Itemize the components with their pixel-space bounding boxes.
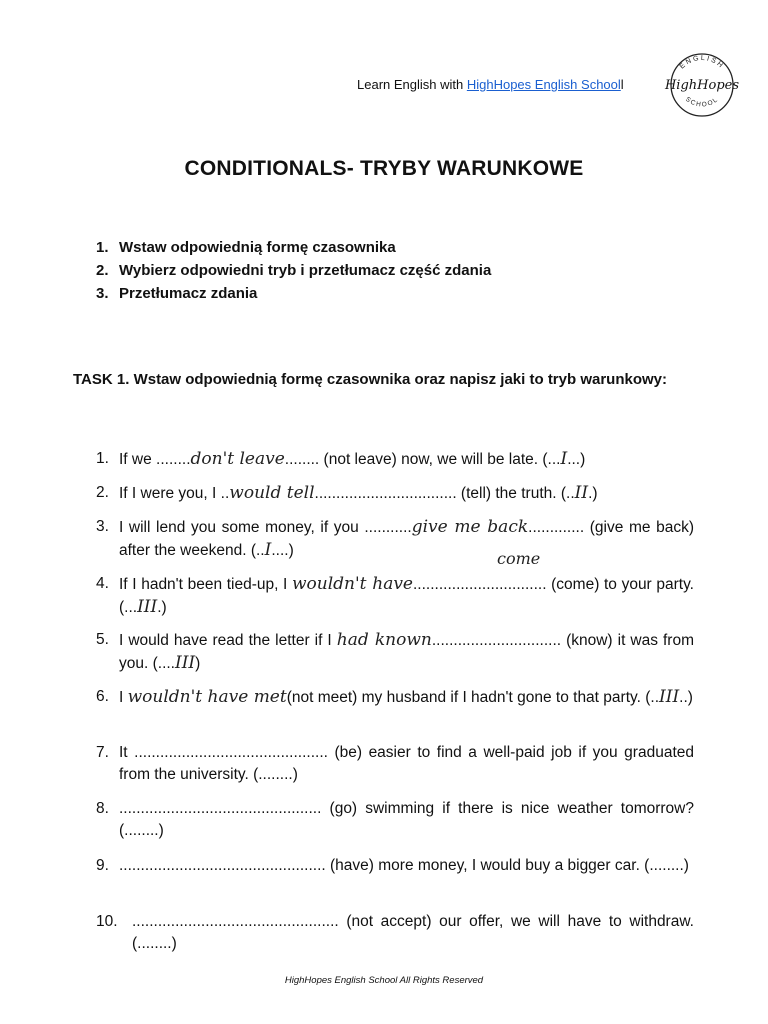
exercise-item: [96, 686, 694, 709]
exercise-text: [119, 573, 694, 619]
exercise-text: [119, 482, 694, 505]
svg-text:SCHOOL: [684, 96, 720, 109]
instruction-item: [96, 259, 491, 282]
logo-bottom-text: SCHOOL: [684, 95, 720, 109]
exercise-number: 10.: [96, 913, 118, 930]
logo-top-text: ENGLISH: [678, 54, 726, 71]
handwritten-answer[interactable]: give me back: [411, 517, 529, 537]
blank-dots: ...: [547, 451, 561, 468]
exercise-text: ................................................ (have) more money, I would buy a bigger car. (........): [119, 857, 689, 874]
svg-text:ENGLISH: [679, 55, 726, 71]
page-title: CONDITIONALS- TRYBY WARUNKOWE: [184, 157, 584, 180]
exercise-text: [119, 448, 694, 471]
exercise-number: 6.: [96, 688, 109, 705]
instruction-text: Przetłumacz zdania: [119, 285, 258, 302]
text-segment: ............. (give me back) after the weekend. (: [119, 519, 695, 559]
handwritten-answer[interactable]: wouldn't have met: [127, 687, 287, 707]
handwritten-answer[interactable]: wouldn't have: [292, 574, 413, 594]
exercise-item: [96, 855, 694, 877]
handwritten-type[interactable]: III: [137, 597, 158, 617]
text-segment: I: [119, 689, 128, 706]
handwritten-type[interactable]: II: [574, 483, 589, 503]
handwritten-type[interactable]: III: [659, 687, 680, 707]
text-segment: I will lend you some money, if you: [119, 519, 365, 536]
text-segment: If we: [119, 451, 157, 468]
footer-copyright: HighHopes English School All Rights Reserved: [284, 975, 484, 986]
exercise-item: [96, 573, 694, 619]
exercise-item: [96, 448, 694, 471]
handwritten-answer[interactable]: had known: [336, 630, 432, 650]
exercise-number: 5.: [96, 631, 109, 648]
text-segment: If I were you, I: [119, 485, 221, 502]
instruction-number: 1.: [96, 239, 109, 256]
exercise-text: [119, 516, 694, 562]
text-segment: ............................... (come) to your party. (: [119, 576, 694, 616]
text-segment: .): [588, 485, 598, 502]
exercise-text: It ............................................. (be) easier to find a well-paid job if you graduated from the university. (........): [119, 744, 694, 783]
blank-dots: ...........: [364, 519, 412, 536]
text-segment: ....): [271, 542, 294, 559]
text-segment: ): [195, 655, 201, 672]
handwritten-type[interactable]: I: [560, 449, 568, 469]
header-prefix: Learn English with: [357, 77, 467, 92]
blank-dots: ..: [256, 542, 265, 559]
text-segment: ........ (not leave) now, we will be late. (: [284, 451, 548, 468]
header-suffix: l: [620, 77, 624, 92]
exercise-number: 2.: [96, 484, 109, 501]
blank-dots: ..: [650, 689, 660, 706]
exercise-item: [96, 911, 694, 955]
blank-dots: ....: [157, 655, 175, 672]
exercise-number: 4.: [96, 575, 109, 592]
exercise-item: [96, 798, 694, 842]
handwritten-answer[interactable]: don't leave: [190, 449, 285, 469]
school-link[interactable]: HighHopes English School: [466, 77, 621, 92]
text-segment: (not meet) my husband if I hadn't gone to that party. (: [286, 689, 651, 706]
blank-dots: ..: [566, 485, 575, 502]
instruction-item: [96, 236, 491, 259]
instruction-item: [96, 282, 491, 305]
exercise-text: ................................................ (not accept) our offer, we will have to withdraw. (........): [132, 913, 694, 952]
handwritten-answer-extra[interactable]: come: [497, 549, 541, 568]
exercise-number: 8.: [96, 800, 109, 817]
exercise-text: ............................................... (go) swimming if there is nice weather tomorrow? (........): [119, 800, 694, 839]
text-segment: If I hadn't been tied-up, I: [119, 576, 292, 593]
instruction-text: Wybierz odpowiedni tryb i przetłumacz część zdania: [119, 262, 492, 279]
instruction-number: 2.: [96, 262, 109, 279]
handwritten-answer[interactable]: would tell: [229, 483, 315, 503]
blank-dots: ........: [156, 451, 191, 468]
blank-dots: ...: [124, 599, 138, 616]
text-segment: ................................. (tell) the truth. (: [314, 485, 567, 502]
school-logo: [662, 50, 742, 120]
exercise-number: 9.: [96, 857, 109, 874]
exercise-item: [96, 629, 694, 675]
task-title: TASK 1. Wstaw odpowiednią formę czasownika oraz napisz jaki to tryb warunkowy:: [73, 371, 668, 388]
text-segment: .............................. (know) it was from you. (: [119, 632, 695, 672]
exercise-text: [119, 629, 694, 675]
exercise-number: 1.: [96, 450, 109, 467]
exercise-number: 7.: [96, 744, 109, 761]
logo-brand: HighHopes: [664, 78, 740, 93]
instruction-list: [96, 236, 491, 305]
instruction-text: Wstaw odpowiednią formę czasownika: [119, 239, 396, 256]
exercise-item: [96, 482, 694, 505]
exercise-item: [96, 516, 694, 562]
header-tagline: [357, 77, 624, 92]
exercise-item: [96, 742, 694, 786]
handwritten-type[interactable]: I: [264, 540, 272, 560]
text-segment: I would have read the letter if I: [119, 632, 337, 649]
exercise-number: 3.: [96, 518, 109, 535]
exercise-text: [119, 686, 694, 709]
text-segment: .): [157, 599, 167, 616]
text-segment: ..): [679, 689, 693, 706]
handwritten-type[interactable]: III: [175, 653, 196, 673]
text-segment: ...): [567, 451, 586, 468]
instruction-number: 3.: [96, 285, 109, 302]
blank-dots: ..: [220, 485, 230, 502]
